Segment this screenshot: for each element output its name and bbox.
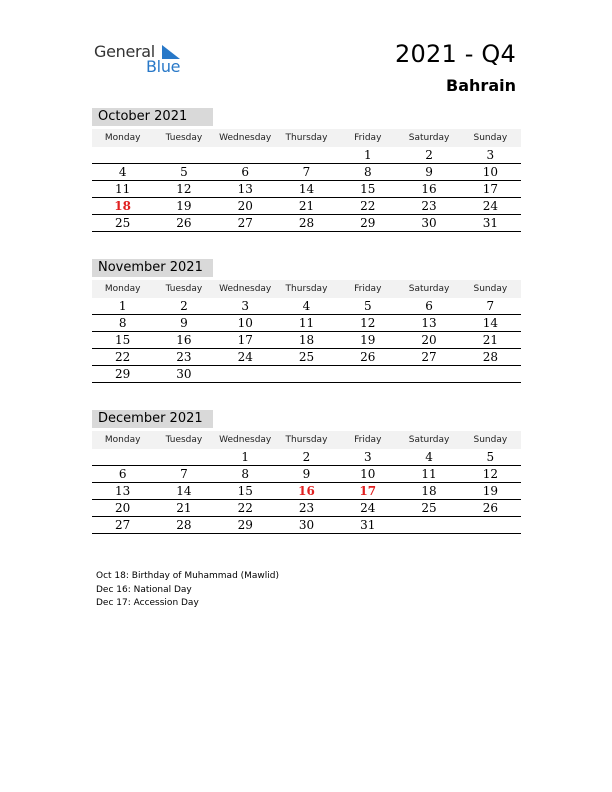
- day-cell: 24: [237, 350, 253, 364]
- empty-day-cell: [276, 366, 337, 382]
- day-cell: 21: [482, 333, 498, 347]
- month-november: [92, 259, 521, 383]
- empty-day-cell: [153, 147, 214, 163]
- weekday-label: Thursday: [285, 133, 328, 143]
- month-october: [92, 108, 521, 232]
- weekday-header-row: [92, 431, 521, 449]
- week-row: [92, 147, 521, 164]
- day-cell: 22: [237, 501, 253, 515]
- weekday-label: Sunday: [473, 435, 508, 445]
- weekday-label: Wednesday: [219, 435, 272, 445]
- week-row: [92, 449, 521, 466]
- empty-day-cell: [460, 366, 521, 382]
- day-cell: 26: [176, 216, 192, 230]
- empty-day-cell: [215, 366, 276, 382]
- day-cell: 19: [360, 333, 376, 347]
- weekday-label: Tuesday: [165, 133, 203, 143]
- day-cell: 30: [298, 518, 315, 532]
- day-cell: 15: [360, 182, 376, 196]
- holiday-note: Oct 18: Birthday of Muhammad (Mawlid): [96, 571, 280, 581]
- day-cell: 27: [115, 518, 131, 532]
- weekday-label: Friday: [354, 284, 382, 294]
- weekday-label: Saturday: [408, 284, 450, 294]
- day-cell: 31: [482, 216, 498, 230]
- day-cell: 4: [425, 450, 433, 464]
- month-title: November 2021: [92, 259, 213, 277]
- week-row: [92, 349, 521, 366]
- weekday-label: Friday: [354, 435, 382, 445]
- day-cell: 13: [115, 484, 131, 498]
- day-cell: 16: [176, 333, 192, 347]
- empty-day-cell: [398, 366, 459, 382]
- day-cell: 16: [298, 484, 315, 498]
- empty-day-cell: [215, 147, 276, 163]
- day-cell: 20: [237, 199, 253, 213]
- day-cell: 13: [237, 182, 253, 196]
- month-title: December 2021: [92, 410, 213, 428]
- logo-blue-text: Blue: [146, 57, 181, 76]
- month-title: October 2021: [92, 108, 213, 126]
- day-cell: 11: [298, 316, 315, 330]
- day-cell: 12: [176, 182, 192, 196]
- day-cell: 31: [360, 518, 376, 532]
- day-cell: 12: [482, 467, 498, 481]
- day-cell: 25: [115, 216, 131, 230]
- holiday-note: Dec 17: Accession Day: [96, 598, 199, 608]
- day-cell: 19: [176, 199, 192, 213]
- weekday-label: Tuesday: [165, 435, 203, 445]
- day-cell: 23: [176, 350, 192, 364]
- day-cell: 23: [298, 501, 315, 515]
- empty-day-cell: [153, 449, 214, 465]
- page-title: 2021 - Q4: [395, 40, 516, 68]
- day-cell: 30: [176, 367, 192, 381]
- day-cell: 17: [237, 333, 253, 347]
- week-row: [92, 483, 521, 500]
- day-cell: 1: [363, 148, 372, 162]
- day-cell: 11: [115, 182, 131, 196]
- day-cell: 8: [118, 316, 127, 330]
- weekday-label: Tuesday: [165, 284, 203, 294]
- weekday-label: Thursday: [285, 435, 328, 445]
- day-cell: 25: [298, 350, 315, 364]
- day-cell: 22: [115, 350, 131, 364]
- weekday-label: Sunday: [473, 284, 508, 294]
- day-cell: 18: [298, 333, 315, 347]
- day-cell: 8: [363, 165, 372, 179]
- day-cell: 10: [482, 165, 498, 179]
- country-name: Bahrain: [446, 76, 516, 95]
- day-cell: 15: [237, 484, 253, 498]
- day-cell: 11: [421, 467, 437, 481]
- day-cell: 13: [421, 316, 437, 330]
- weekday-label: Wednesday: [219, 284, 272, 294]
- day-cell: 3: [486, 148, 495, 162]
- week-row: [92, 164, 521, 181]
- day-cell: 5: [180, 165, 188, 179]
- day-cell: 14: [176, 484, 192, 498]
- day-cell: 29: [115, 367, 131, 381]
- holiday-note: Dec 16: National Day: [96, 584, 192, 595]
- week-row: [92, 198, 521, 215]
- weekday-header-row: [92, 280, 521, 298]
- day-cell: 10: [360, 467, 376, 481]
- day-cell: 5: [486, 450, 495, 464]
- week-row: [92, 332, 521, 349]
- holiday-notes: [96, 570, 279, 611]
- day-cell: 28: [482, 350, 498, 364]
- weekday-label: Saturday: [408, 133, 450, 143]
- day-cell: 1: [118, 299, 127, 313]
- week-row: [92, 366, 521, 383]
- day-cell: 6: [118, 467, 127, 481]
- week-row: [92, 298, 521, 315]
- weekday-label: Monday: [104, 133, 141, 143]
- weekday-label: Saturday: [408, 435, 450, 445]
- empty-day-cell: [398, 517, 459, 533]
- brand-logo: [94, 42, 194, 78]
- weekday-label: Monday: [104, 435, 141, 445]
- day-cell: 21: [298, 199, 315, 213]
- day-cell: 29: [237, 518, 253, 532]
- day-cell: 5: [363, 299, 372, 313]
- day-cell: 21: [176, 501, 192, 515]
- day-cell: 23: [421, 199, 437, 213]
- day-cell: 10: [237, 316, 253, 330]
- day-cell: 2: [180, 299, 188, 313]
- day-cell: 27: [237, 216, 253, 230]
- day-cell: 7: [180, 467, 188, 481]
- day-cell: 4: [118, 165, 127, 179]
- empty-day-cell: [92, 449, 153, 465]
- day-cell: 7: [302, 165, 311, 179]
- day-cell: 20: [421, 333, 437, 347]
- day-cell: 22: [360, 199, 376, 213]
- day-cell: 28: [176, 518, 192, 532]
- day-cell: 28: [298, 216, 315, 230]
- week-row: [92, 517, 521, 534]
- week-row: [92, 466, 521, 483]
- day-cell: 9: [180, 316, 188, 330]
- day-cell: 17: [482, 182, 498, 196]
- day-cell: 9: [302, 467, 311, 481]
- weekday-label: Sunday: [473, 133, 508, 143]
- day-cell: 15: [115, 333, 131, 347]
- logo-general-text: General: [94, 42, 155, 61]
- week-row: [92, 215, 521, 232]
- day-cell: 9: [425, 165, 433, 179]
- day-cell: 14: [298, 182, 315, 196]
- weekday-label: Friday: [354, 133, 382, 143]
- week-row: [92, 315, 521, 332]
- day-cell: 24: [482, 199, 498, 213]
- day-cell: 30: [421, 216, 437, 230]
- day-cell: 27: [421, 350, 437, 364]
- day-cell: 8: [241, 467, 250, 481]
- weekday-label: Wednesday: [219, 133, 272, 143]
- day-cell: 16: [421, 182, 437, 196]
- empty-day-cell: [337, 366, 398, 382]
- day-cell: 19: [482, 484, 498, 498]
- day-cell: 17: [359, 484, 377, 498]
- week-row: [92, 181, 521, 198]
- day-cell: 18: [421, 484, 437, 498]
- day-cell: 1: [241, 450, 250, 464]
- weekday-label: Thursday: [285, 284, 328, 294]
- day-cell: 29: [360, 216, 376, 230]
- day-cell: 18: [114, 199, 131, 213]
- day-cell: 2: [425, 148, 433, 162]
- empty-day-cell: [92, 147, 153, 163]
- day-cell: 20: [115, 501, 131, 515]
- month-december: [92, 410, 521, 534]
- day-cell: 2: [302, 450, 311, 464]
- empty-day-cell: [460, 517, 521, 533]
- day-cell: 6: [425, 299, 433, 313]
- day-cell: 3: [241, 299, 250, 313]
- empty-day-cell: [276, 147, 337, 163]
- day-cell: 24: [360, 501, 376, 515]
- day-cell: 26: [360, 350, 376, 364]
- weeks-container: [92, 298, 521, 383]
- week-row: [92, 500, 521, 517]
- day-cell: 6: [241, 165, 250, 179]
- weekday-header-row: [92, 129, 521, 147]
- day-cell: 25: [421, 501, 437, 515]
- day-cell: 7: [486, 299, 495, 313]
- day-cell: 4: [302, 299, 311, 313]
- weeks-container: [92, 449, 521, 534]
- day-cell: 26: [482, 501, 498, 515]
- day-cell: 14: [482, 316, 498, 330]
- weekday-label: Monday: [104, 284, 141, 294]
- day-cell: 3: [363, 450, 372, 464]
- weeks-container: [92, 147, 521, 232]
- day-cell: 12: [360, 316, 376, 330]
